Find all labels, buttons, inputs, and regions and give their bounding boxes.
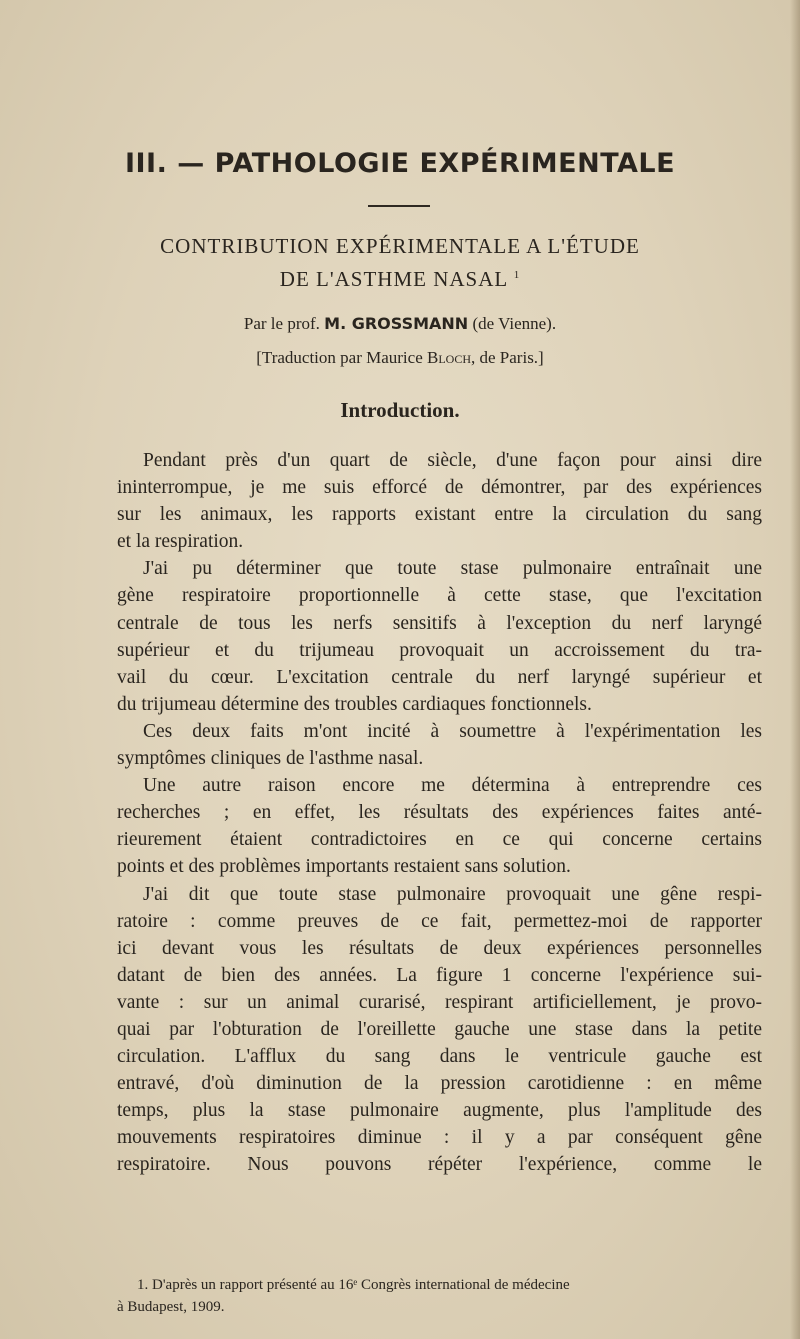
body-text xyxy=(117,447,762,1179)
body-line: quai par l'obturation de l'oreillette gauche une stase dans la petite xyxy=(117,1018,762,1040)
body-line: Une autre raison encore me détermina à entreprendre ces xyxy=(143,775,762,797)
body-line: temps, plus la stase pulmonaire augmente, plus l'amplitude des xyxy=(117,1100,762,1122)
translation-suffix: , de Paris.] xyxy=(471,348,544,367)
article-title-line-1: CONTRIBUTION EXPÉRIMENTALE A L'ÉTUDE xyxy=(160,234,640,258)
introduction-heading: Introduction. xyxy=(340,398,460,422)
body-line: mouvements respiratoires diminue : il y a par conséquent gêne xyxy=(117,1127,762,1149)
body-line: sur les animaux, les rapports existant entre la circulation du sang xyxy=(117,504,762,526)
body-line: et la respiration. xyxy=(117,531,244,553)
body-line: symptômes cliniques de l'asthme nasal. xyxy=(117,748,424,770)
body-line: recherches ; en effet, les résultats des expériences faites anté- xyxy=(117,802,762,824)
footnote-line-2: à Budapest, 1909. xyxy=(117,1299,225,1315)
byline-prefix: Par le prof. xyxy=(243,314,320,333)
article-title-text: DE L'ASTHME NASAL xyxy=(279,267,508,291)
body-line: ininterrompue, je me suis efforcé de démontrer, par des expériences xyxy=(117,477,762,499)
body-line: supérieur et du trijumeau provoquait un accroissement du tra- xyxy=(117,639,762,661)
body-line: circulation. L'afflux du sang dans le ventricule gauche est xyxy=(117,1046,762,1068)
heading-rule xyxy=(368,205,430,207)
body-line: Pendant près d'un quart de siècle, d'une façon pour ainsi dire xyxy=(143,450,762,471)
footnote-line-1: 1. D'après un rapport présenté au 16ᵉ Congrès international de médecine xyxy=(137,1277,570,1293)
body-line: gène respiratoire proportionnelle à cette stase, que l'excitation xyxy=(117,585,762,607)
body-line: vail du cœur. L'excitation centrale du nerf laryngé supérieur et xyxy=(117,666,762,688)
page-edge-shadow xyxy=(790,0,800,1339)
translator-surname: Bloch xyxy=(427,348,472,367)
translation-prefix: [Traduction par Maurice xyxy=(256,348,423,367)
footnote-mark: 1 xyxy=(513,269,521,281)
body-line: points et des problèmes importants restaient sans solution. xyxy=(117,856,571,878)
article-title-line-2 xyxy=(0,263,800,296)
translation-credit xyxy=(0,348,800,368)
body-line: Ces deux faits m'ont incité à soumettre à l'expérimentation les xyxy=(143,720,762,742)
byline xyxy=(0,314,800,334)
byline-suffix: (de Vienne). xyxy=(472,314,557,333)
body-line: vante : sur un animal curarisé, respirant artificiellement, je provo- xyxy=(117,991,762,1013)
body-line: J'ai pu déterminer que toute stase pulmonaire entraînait une xyxy=(143,558,762,580)
author-name: M. GROSSMANN xyxy=(324,314,469,333)
article-title xyxy=(0,230,800,296)
body-line: du trijumeau détermine des troubles cardiaques fonctionnels. xyxy=(117,693,592,715)
body-line: respiratoire. Nous pouvons répéter l'expérience, comme le xyxy=(117,1154,762,1176)
section-heading: III. — PATHOLOGIE EXPÉRIMENTALE xyxy=(124,148,676,179)
footnote xyxy=(117,1274,762,1318)
body-line: ratoire : comme preuves de ce fait, permettez-moi de rapporter xyxy=(117,910,762,932)
body-line: J'ai dit que toute stase pulmonaire provoquait une gêne respi- xyxy=(143,883,762,905)
body-line: rieurement étaient contradictoires en ce qui concerne certains xyxy=(117,829,762,851)
body-line: entravé, d'où diminution de la pression carotidienne : en même xyxy=(117,1073,762,1095)
body-line: ici devant vous les résultats de deux expériences personnelles xyxy=(117,937,762,959)
body-line: datant de bien des années. La figure 1 concerne l'expérience sui- xyxy=(117,964,762,986)
body-line: centrale de tous les nerfs sensitifs à l'exception du nerf laryngé xyxy=(117,612,762,634)
